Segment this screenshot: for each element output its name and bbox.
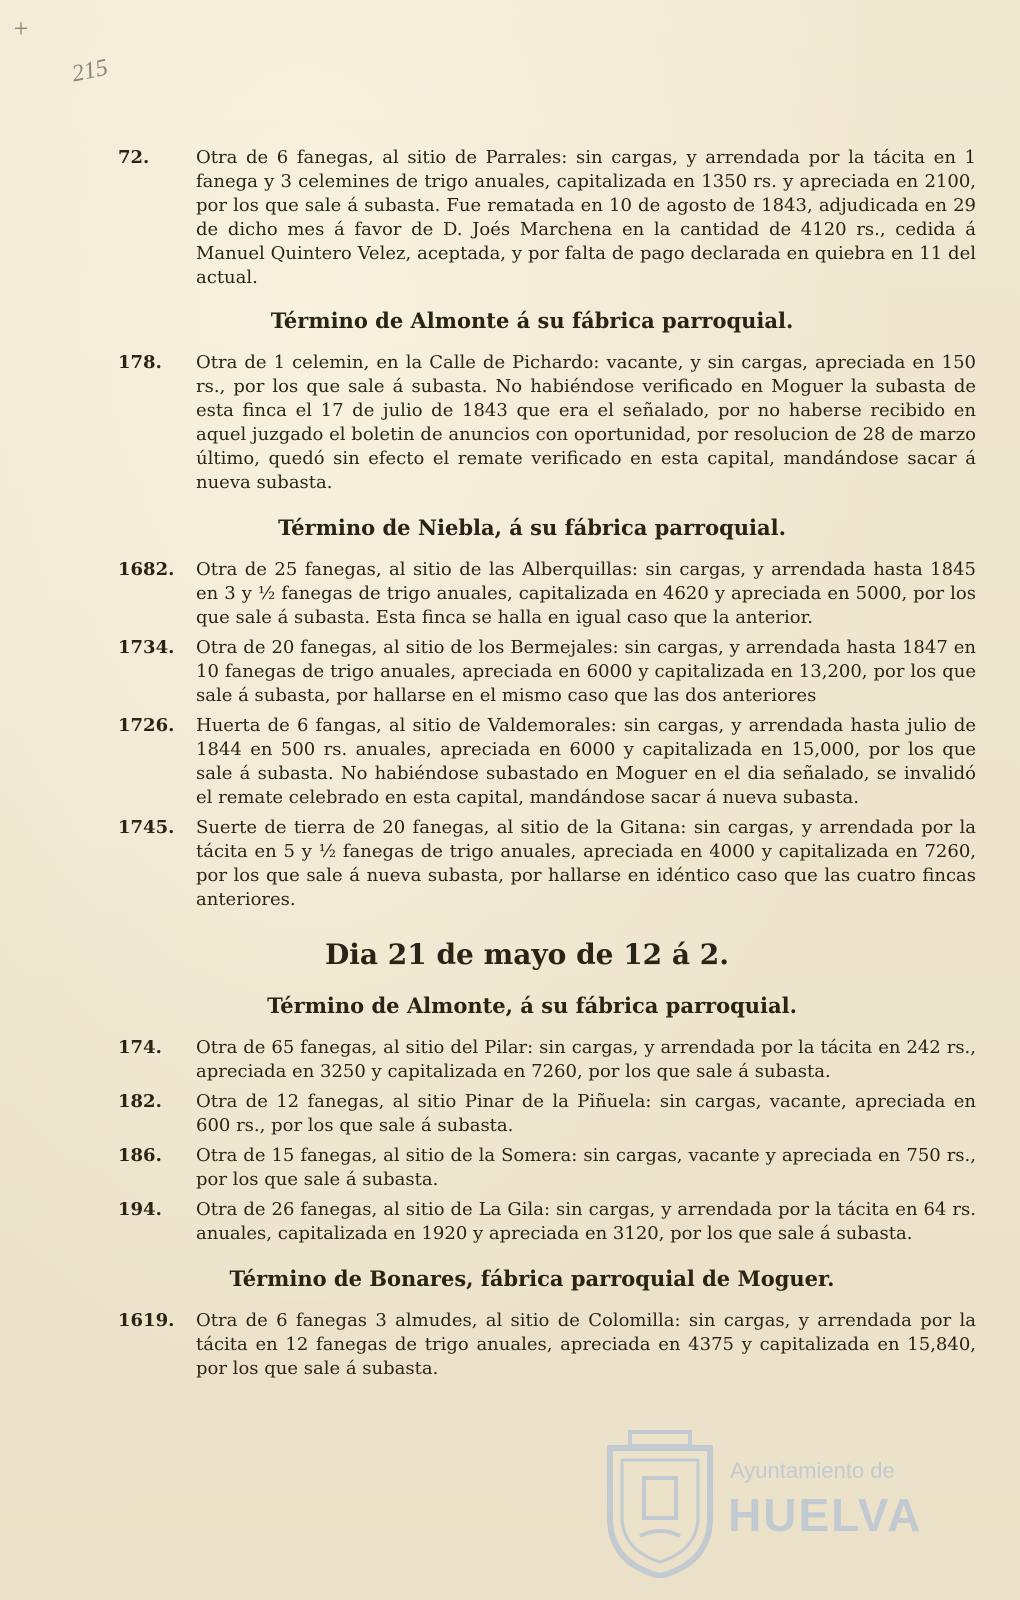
property-entry xyxy=(118,1309,976,1381)
entry-text: Otra de 6 fanegas, al sitio de Parrales: sin cargas, y arrendada por la tácita en 1 fanega y 3 celemines de trigo anuales, capitalizada en 1350 rs. y apreciada en 2100, por los que sale á subasta. Fue rematada en 10 de agosto de 1843, adjudicada en 29 de dicho mes á favor de D. Joés Marchena en la cantidad de 4120 rs., cedida á Manuel Quintero Velez, aceptada, y por falta de pago declarada en quiebra en 11 del actual. xyxy=(196,147,976,288)
section-heading: Término de Bonares, fábrica parroquial de Moguer. xyxy=(229,1266,835,1291)
entry-text: Otra de 12 fanegas, al sitio Pinar de la Piñuela: sin cargas, vacante, apreciada en 600 rs., por los que sale á subasta. xyxy=(196,1091,976,1136)
entry-number: 182. xyxy=(118,1091,162,1112)
pencil-corner-mark: + xyxy=(12,14,30,43)
property-entry xyxy=(118,1090,976,1138)
coat-of-arms-icon xyxy=(600,1428,720,1578)
entry-number: 1726. xyxy=(118,715,175,736)
document-body xyxy=(118,146,976,1387)
entry-number: 1745. xyxy=(118,817,175,838)
ayuntamiento-huelva-watermark xyxy=(600,1428,940,1578)
property-entry xyxy=(118,146,976,290)
section-heading: Término de Almonte, á su fábrica parroquial. xyxy=(267,993,797,1018)
entry-text: Otra de 26 fanegas, al sitio de La Gila: sin cargas, y arrendada por la tácita en 64 rs. anuales, capitalizada en 1920 y apreciada en 3120, por los que sale á subasta. xyxy=(196,1199,976,1244)
entry-number: 1682. xyxy=(118,559,175,580)
watermark-line2: HUELVA xyxy=(728,1489,923,1541)
property-entry xyxy=(118,1144,976,1192)
section-heading: Término de Niebla, á su fábrica parroquial. xyxy=(278,515,786,540)
entry-text: Otra de 1 celemin, en la Calle de Pichardo: vacante, y sin cargas, apreciada en 150 rs., por los que sale á subasta. No habiéndose verificado en Moguer la subasta de esta finca el 17 de julio de 1843 que era el señalado, por no haberse recibido en aquel juzgado el boletin de anuncios con oportunidad, por resolucion de 28 de marzo último, quedó sin efecto el remate verificado en esta capital, mandándose sacar á nueva subasta. xyxy=(196,352,976,493)
entry-text: Otra de 6 fanegas 3 almudes, al sitio de Colomilla: sin cargas, y arrendada por la tácita en 12 fanegas de trigo anuales, apreciada en 4375 y capitalizada en 15,840, por los que sale á subasta. xyxy=(196,1310,976,1379)
entry-number: 1619. xyxy=(118,1310,175,1331)
entry-text: Suerte de tierra de 20 fanegas, al sitio de la Gitana: sin cargas, y arrendada por la tácita en 5 y ½ fanegas de trigo anuales, apreciada en 4000 y capitalizada en 7260, por los que sale á nueva subasta, por hallarse en idéntico caso que las cuatro fincas anteriores. xyxy=(196,817,976,910)
property-entry xyxy=(118,714,976,810)
property-entry xyxy=(118,816,976,912)
entry-number: 178. xyxy=(118,352,162,373)
section-heading: Término de Almonte á su fábrica parroquial. xyxy=(270,308,794,333)
property-entry xyxy=(118,1198,976,1246)
entry-number: 174. xyxy=(118,1037,162,1058)
entry-text: Huerta de 6 fangas, al sitio de Valdemorales: sin cargas, y arrendada hasta julio de 1844 en 500 rs. anuales, apreciada en 6000 y capitalizada en 15,000, por los que sale á subasta. No habiéndose subastado en Moguer en el dia señalado, se invalidó el remate celebrado en esta capital, mandándose sacar á nueva subasta. xyxy=(196,715,976,808)
property-entry xyxy=(118,636,976,708)
pencil-folio-number: 215 xyxy=(69,54,111,88)
watermark-line1: Ayuntamiento de xyxy=(730,1458,895,1483)
day-heading: Dia 21 de mayo de 12 á 2. xyxy=(324,938,730,971)
entry-text: Otra de 20 fanegas, al sitio de los Bermejales: sin cargas, y arrendada hasta 1847 en 10 fanegas de trigo anuales, apreciada en 6000 y capitalizada en 13,200, por los que sale á subasta, por hallarse en el mismo caso que las dos anteriores xyxy=(196,637,976,706)
entry-text: Otra de 15 fanegas, al sitio de la Somera: sin cargas, vacante y apreciada en 750 rs., por los que sale á subasta. xyxy=(196,1145,976,1190)
entry-text: Otra de 65 fanegas, al sitio del Pilar: sin cargas, y arrendada por la tácita en 242 rs., apreciada en 3250 y capitalizada en 7260, por los que sale á subasta. xyxy=(196,1037,976,1082)
property-entry xyxy=(118,558,976,630)
property-entry xyxy=(118,1036,976,1084)
property-entry xyxy=(118,351,976,495)
entry-number: 194. xyxy=(118,1199,162,1220)
entry-text: Otra de 25 fanegas, al sitio de las Alberquillas: sin cargas, y arrendada hasta 1845 en 3 y ½ fanegas de trigo anuales, capitalizada en 4620 y apreciada en 5000, por los que sale á subasta. Esta finca se halla en igual caso que la anterior. xyxy=(196,559,976,628)
entry-number: 1734. xyxy=(118,637,175,658)
entry-number: 72. xyxy=(118,147,150,168)
entry-number: 186. xyxy=(118,1145,162,1166)
